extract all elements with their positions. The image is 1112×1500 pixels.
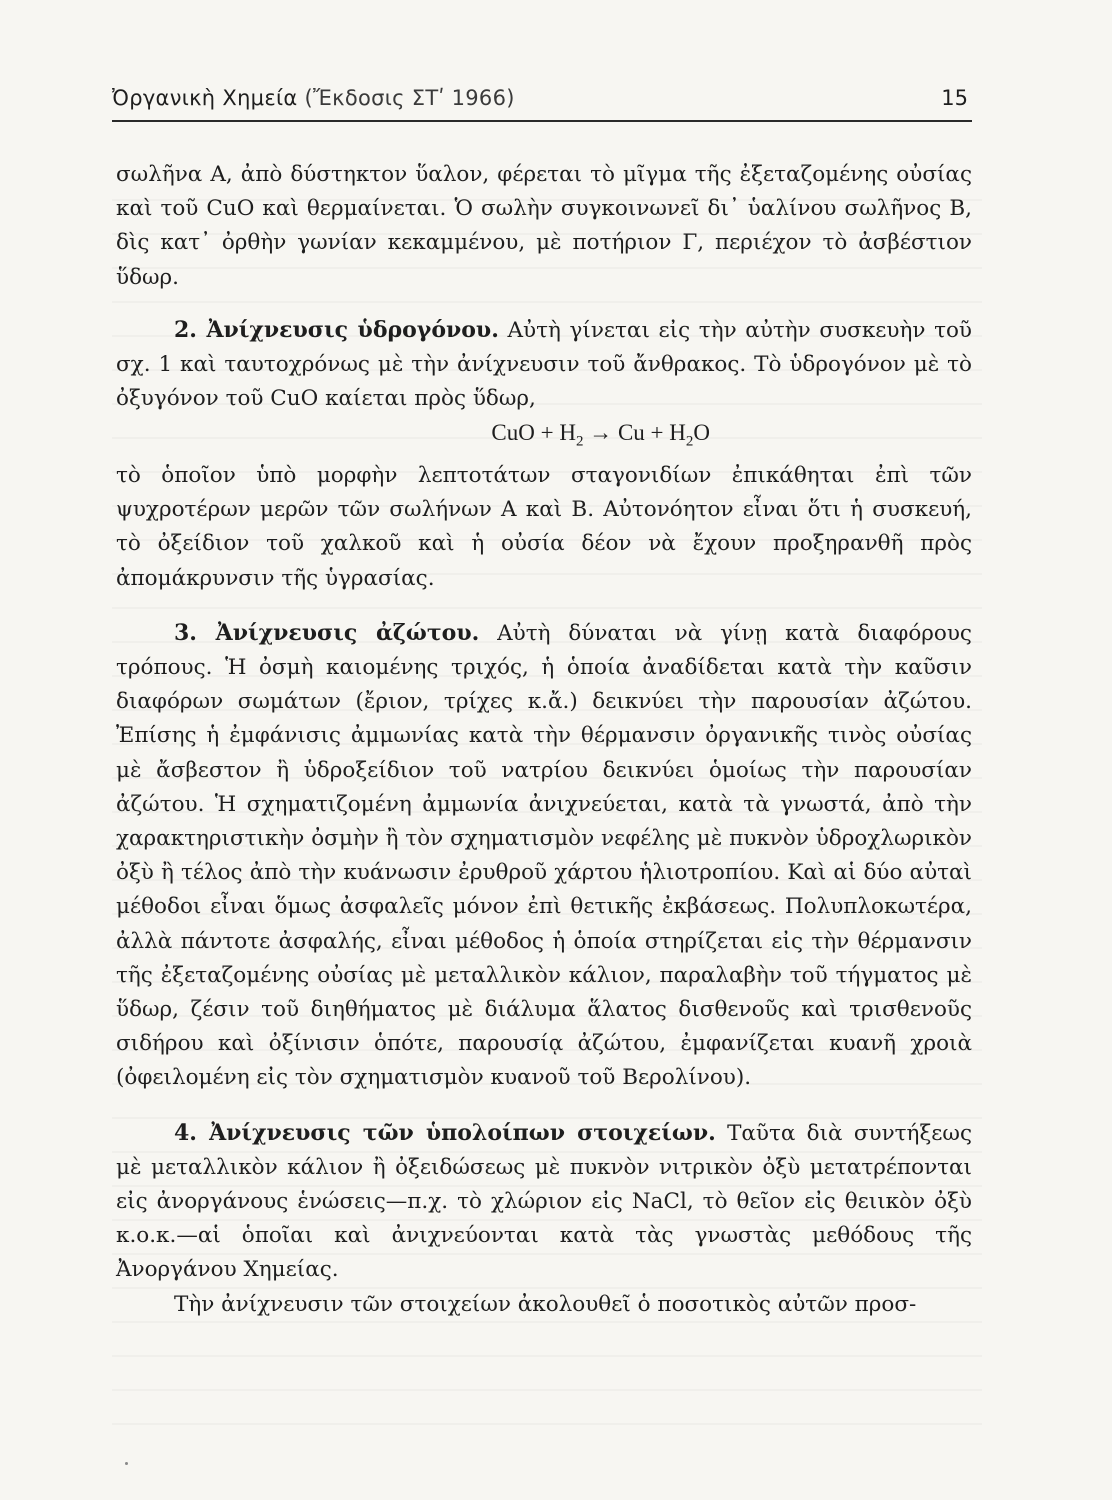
paragraph-continuation: σωλῆνα Α, ἀπὸ δύστηκτον ὕαλον, φέρεται τὸ μῖγμα τῆς ἐξεταζομένης οὐσίας καὶ τοῦ CuO καὶ θερμαίνεται. Ὁ σωλὴν συγκοινωνεῖ δι᾽ ὑαλίνου σωλῆνος Β, δὶς κατ᾽ ὀρθὴν γωνίαν κεκαμμένου, μὲ ποτήριον Γ, περιέχον τὸ ἀσβέστιον ὕδωρ.: [116, 162, 972, 290]
equation-left: CuO + H: [491, 420, 576, 446]
running-title: [112, 86, 515, 110]
section-2-heading: 2. Ἀνίχνευσις ὑδρογόνου.: [174, 316, 499, 343]
print-speck: [125, 1462, 128, 1465]
section-3-text: Αὐτὴ δύναται νὰ γίνῃ κατὰ διαφόρους τρόπους. Ἡ ὀσμὴ καιομένης τριχός, ἡ ὁποία ἀναδίδεται κατὰ τὴν καῦσιν διαφόρων σωμάτων (ἔριον, τρίχες κ.ἄ.) δεικνύει τὴν παρουσίαν ἀζώτου. Ἐπίσης ἡ ἐμφάνισις ἀμμωνίας κατὰ τὴν θέρμανσιν ὀργανικῆς τινὸς οὐσίας μὲ ἄσβεστον ἢ ὑδροξείδιον τοῦ νατρίου δεικνύει ὁμοίως τὴν παρουσίαν ἀζώτου. Ἡ σχηματιζομένη ἀμμωνία ἀνιχνεύεται, κατὰ τὰ γνωστά, ἀπὸ τὴν χαρακτηριστικὴν ὀσμὴν ἢ τὸν σχηματισμὸν νεφέλης μὲ πυκνὸν ὑδροχλωρικὸν ὀξὺ ἢ τέλος ἀπὸ τὴν κυάνωσιν ἐρυθροῦ χάρτου ἡλιοτροπίου. Καὶ αἱ δύο αὐταὶ μέθοδοι εἶναι ὅμως ἀσφαλεῖς μόνον ἐπὶ θετικῆς ἐκβάσεως. Πολυπλοκωτέρα, ἀλλὰ πάντοτε ἀσφαλής, εἶναι μέθοδος ἡ ὁποία στηρίζεται εἰς τὴν θέρμανσιν τῆς ἐξεταζομένης οὐσίας μὲ μεταλλικὸν κάλιον, παραλαβὴν τοῦ τήγματος μὲ ὕδωρ, ζέσιν τοῦ διηθήματος μὲ διάλυμα ἅλατος δισθενοῦς καὶ τρισθενοῦς σιδήρου καὶ ὀξίνισιν ὁπότε, παρουσίᾳ ἀζώτου, ἐμφανίζεται κυανῆ χροιὰ (ὀφειλομένη εἰς τὸν σχηματισμὸν κυανοῦ τοῦ Βερολίνου).: [116, 620, 972, 1091]
equation-subscript-2: 2: [685, 434, 694, 451]
equation-middle: → Cu + H: [583, 420, 686, 446]
section-2-continuation: τὸ ὁποῖον ὑπὸ μορφὴν λεπτοτάτων σταγονιδίων ἐπικάθηται ἐπὶ τῶν ψυχροτέρων μερῶν τῶν σωλήνων Α καὶ Β. Αὐτονόητον εἶναι ὅτι ἡ συσκευή, τὸ ὀξείδιον τοῦ χαλκοῦ καὶ ἡ οὐσία δέον νὰ ἔχουν προξηρανθῆ πρὸς ἀπομάκρυνσιν τῆς ὑγρασίας.: [116, 463, 972, 591]
edition-note: (Ἔκδοσις ΣΤʹ 1966): [297, 86, 515, 110]
section-4-paragraph: [116, 1116, 972, 1288]
final-paragraph: Τὴν ἀνίχνευσιν τῶν στοιχείων ἀκολουθεῖ ὁ ποσοτικὸς αὐτῶν προσ-: [174, 1291, 917, 1317]
page-number: 15: [941, 86, 968, 110]
section-3-paragraph: [116, 616, 972, 1096]
page-body: [116, 158, 972, 1322]
equation-right: O: [693, 420, 710, 446]
section-3-heading: 3. Ἀνίχνευσις ἀζώτου.: [174, 619, 480, 646]
equation-subscript-1: 2: [575, 434, 584, 451]
chemical-equation: [116, 416, 972, 459]
section-2-text: Αὐτὴ γίνεται εἰς τὴν αὐτὴν συσκευὴν τοῦ σχ. 1 καὶ ταυτοχρόνως μὲ τὴν ἀνίχνευσιν τοῦ ἄνθρακος. Τὸ ὑδρογόνον μὲ τὸ ὀξυγόνον τοῦ CuO καίεται πρὸς ὕδωρ,: [116, 317, 972, 412]
book-title: Ὀργανικὴ Χημεία: [112, 86, 298, 110]
section-2-paragraph: [116, 313, 972, 417]
section-4-text: Ταῦτα διὰ συντήξεως μὲ μεταλλικὸν κάλιον ἢ ὀξειδώσεως μὲ πυκνὸν νιτρικὸν ὀξὺ μετατρέπονται εἰς ἀνοργάνους ἑνώσεις—π.χ. τὸ χλώριον εἰς NaCl, τὸ θεῖον εἰς θειικὸν ὀξὺ κ.ο.κ.—αἱ ὁποῖαι καὶ ἀνιχνεύονται κατὰ τὰς γνωστὰς μεθόδους τῆς Ἀνοργάνου Χημείας.: [116, 1120, 972, 1283]
running-header: [112, 84, 972, 122]
section-4-heading: 4. Ἀνίχνευσις τῶν ὑπολοίπων στοιχείων.: [174, 1119, 716, 1146]
